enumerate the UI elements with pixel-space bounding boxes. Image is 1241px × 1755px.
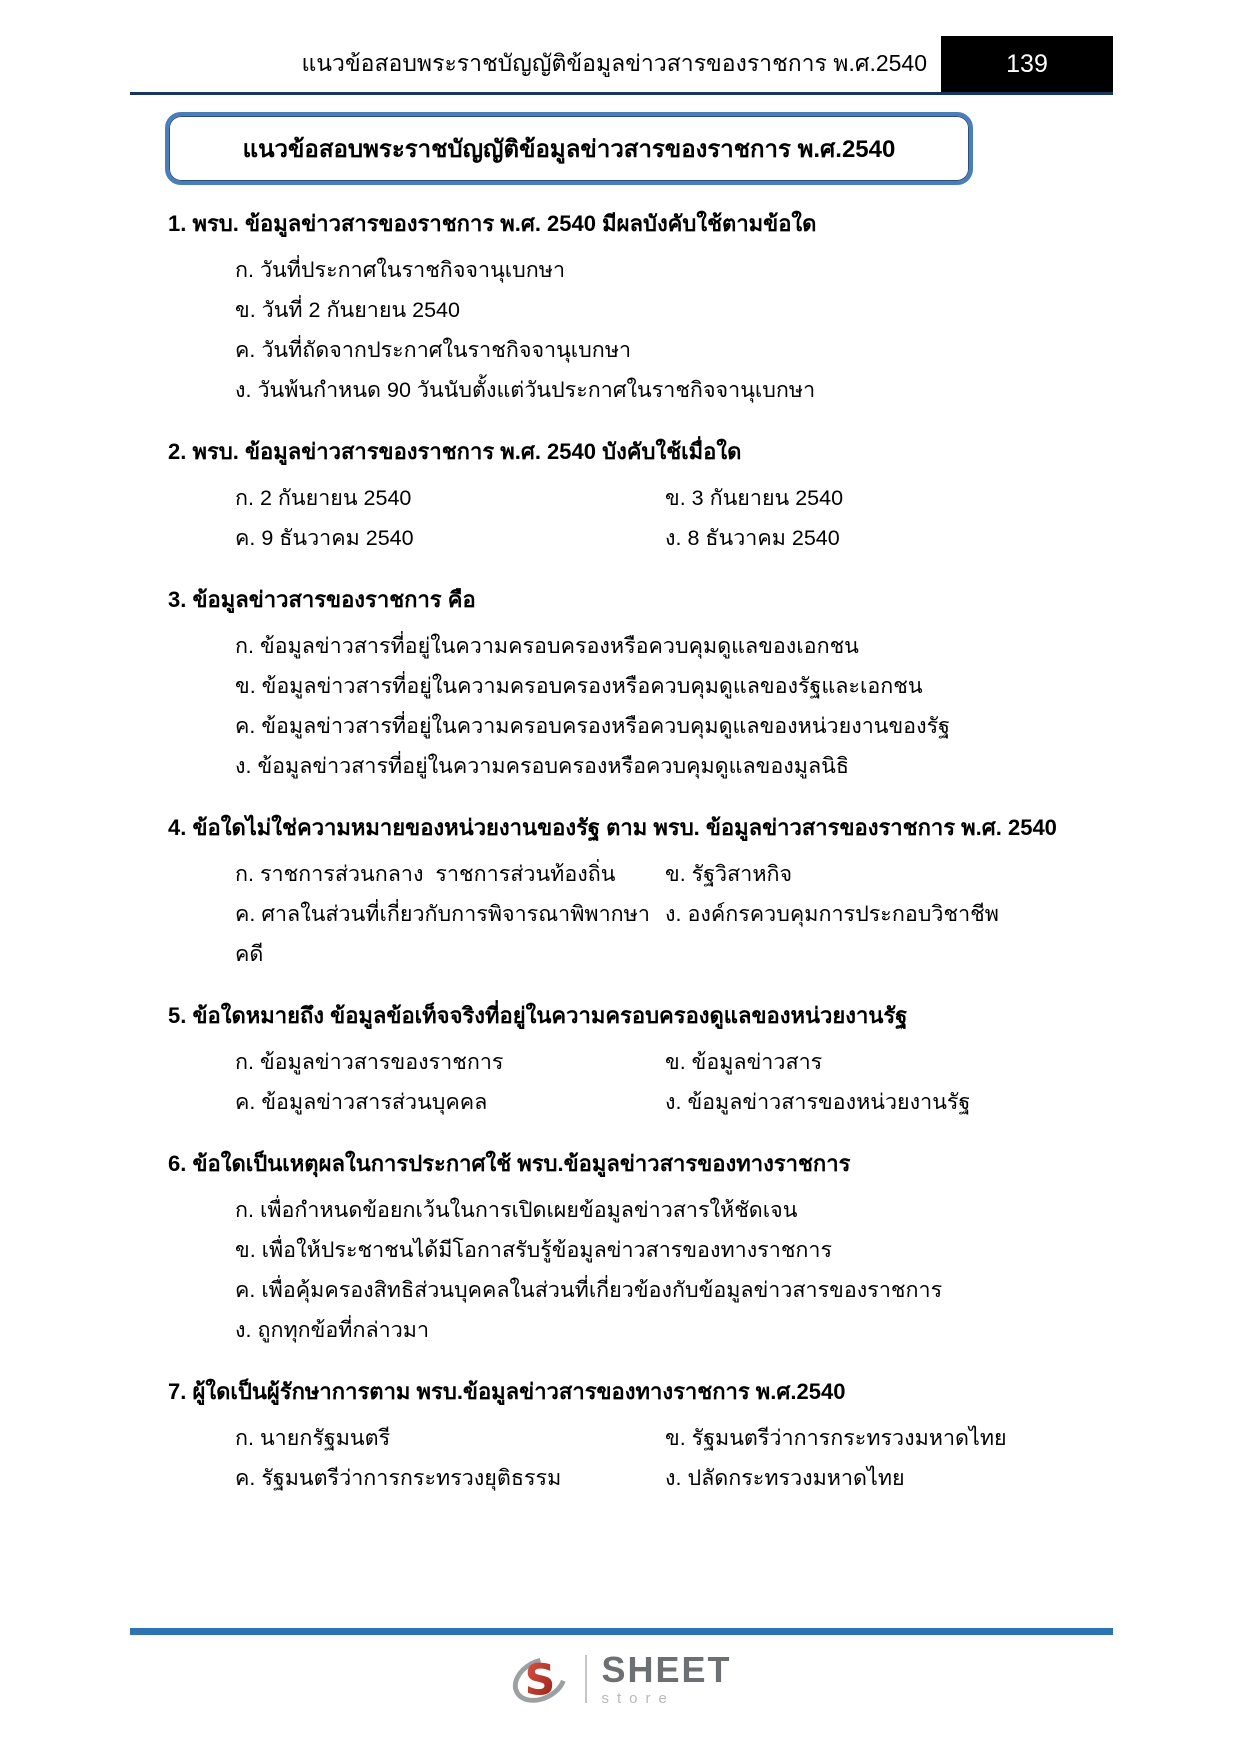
question-6: [168, 1148, 1131, 1350]
question-4-choice-4: ง. องค์กรควบคุมการประกอบวิชาชีพ: [665, 902, 999, 926]
sheet-store-logo-icon: [509, 1648, 571, 1710]
question-4: [168, 812, 1131, 974]
question-5-choice-2: ข. ข้อมูลข่าวสาร: [665, 1050, 823, 1074]
question-5-choice-4: ง. ข้อมูลข่าวสารของหน่วยงานรัฐ: [665, 1090, 971, 1114]
question-4-choice-3: ค. ศาลในส่วนที่เกี่ยวกับการพิจารณาพิพากษาคดี: [235, 902, 650, 966]
question-4-choice-1: ก. ราชการส่วนกลาง ราชการส่วนท้องถิ่น: [235, 862, 616, 886]
question-2-choice-3: ค. 9 ธันวาคม 2540: [235, 526, 414, 550]
logo-text-group: [601, 1649, 732, 1707]
questions: [168, 182, 1131, 1498]
logo-subtext: store: [601, 1690, 675, 1707]
logo-text: SHEET: [601, 1649, 732, 1690]
question-1-choices: [235, 250, 1131, 410]
question-3-choice-4: ง. ข้อมูลข่าวสารที่อยู่ในความครอบครองหรือควบคุมดูแลของมูลนิธิ: [235, 754, 849, 778]
question-7: [168, 1376, 1131, 1498]
page-header: [130, 38, 1113, 95]
question-6-choices: [235, 1190, 1131, 1350]
question-7-choice-2: ข. รัฐมนตรีว่าการกระทรวงมหาดไทย: [665, 1426, 1007, 1450]
question-1-choice-2: ข. วันที่ 2 กันยายน 2540: [235, 298, 460, 322]
question-6-choice-2: ข. เพื่อให้ประชาชนได้มีโอกาสรับรู้ข้อมูลข่าวสารของทางราชการ: [235, 1238, 833, 1262]
footer-rule: [130, 1628, 1113, 1635]
question-7-choice-3: ค. รัฐมนตรีว่าการกระทรวงยุติธรรม: [235, 1466, 562, 1490]
question-5-choices: [235, 1042, 1131, 1122]
question-7-choice-4: ง. ปลัดกระทรวงมหาดไทย: [665, 1466, 905, 1490]
question-2-choice-2: ข. 3 กันยายน 2540: [665, 486, 844, 510]
header-title: แนวข้อสอบพระราชบัญญัติข้อมูลข่าวสารของราชการ พ.ศ.2540: [301, 50, 927, 76]
question-1-text: 1. พรบ. ข้อมูลข่าวสารของราชการ พ.ศ. 2540 มีผลบังคับใช้ตามข้อใด: [168, 211, 817, 236]
question-7-choice-1: ก. นายกรัฐมนตรี: [235, 1426, 391, 1450]
question-4-choice-2: ข. รัฐวิสาหกิจ: [665, 862, 793, 886]
question-2-choices: [235, 478, 1131, 558]
question-3: [168, 584, 1131, 786]
title-box-text: แนวข้อสอบพระราชบัญญัติข้อมูลข่าวสารของราชการ พ.ศ.2540: [242, 136, 896, 163]
question-7-choices: [235, 1418, 1131, 1498]
question-6-choice-3: ค. เพื่อคุ้มครองสิทธิส่วนบุคคลในส่วนที่เกี่ยวข้องกับข้อมูลข่าวสารของราชการ: [235, 1278, 943, 1302]
logo-divider: [585, 1655, 587, 1703]
question-2-choice-1: ก. 2 กันยายน 2540: [235, 486, 412, 510]
question-6-choice-1: ก. เพื่อกำหนดข้อยกเว้นในการเปิดเผยข้อมูลข่าวสารให้ชัดเจน: [235, 1198, 798, 1222]
question-3-choices: [235, 626, 1131, 786]
question-1: [168, 208, 1131, 410]
question-4-text: 4. ข้อใดไม่ใช่ความหมายของหน่วยงานของรัฐ ตาม พรบ. ข้อมูลข่าวสารของราชการ พ.ศ. 2540: [168, 815, 1057, 840]
question-6-choice-4: ง. ถูกทุกข้อที่กล่าวมา: [235, 1318, 430, 1342]
question-1-choice-4: ง. วันพ้นกำหนด 90 วันนับตั้งแต่วันประกาศในราชกิจจานุเบกษา: [235, 378, 816, 402]
question-4-choices: [235, 854, 1131, 974]
question-5-choice-1: ก. ข้อมูลข่าวสารของราชการ: [235, 1050, 504, 1074]
question-5: [168, 1000, 1131, 1122]
question-6-text: 6. ข้อใดเป็นเหตุผลในการประกาศใช้ พรบ.ข้อมูลข่าวสารของทางราชการ: [168, 1151, 851, 1176]
question-1-choice-1: ก. วันที่ประกาศในราชกิจจานุเบกษา: [235, 258, 566, 282]
question-3-choice-1: ก. ข้อมูลข่าวสารที่อยู่ในความครอบครองหรือควบคุมดูแลของเอกชน: [235, 634, 859, 658]
question-5-text: 5. ข้อใดหมายถึง ข้อมูลข้อเท็จจริงที่อยู่ในความครอบครองดูแลของหน่วยงานรัฐ: [168, 1003, 908, 1028]
question-2: [168, 436, 1131, 558]
footer-logo: [0, 1648, 1241, 1710]
question-2-text: 2. พรบ. ข้อมูลข่าวสารของราชการ พ.ศ. 2540 บังคับใช้เมื่อใด: [168, 439, 742, 464]
question-5-choice-3: ค. ข้อมูลข่าวสารส่วนบุคคล: [235, 1090, 488, 1114]
question-7-text: 7. ผู้ใดเป็นผู้รักษาการตาม พรบ.ข้อมูลข่าวสารของทางราชการ พ.ศ.2540: [168, 1379, 846, 1404]
question-3-choice-2: ข. ข้อมูลข่าวสารที่อยู่ในความครอบครองหรือควบคุมดูแลของรัฐและเอกชน: [235, 674, 923, 698]
question-2-choice-4: ง. 8 ธันวาคม 2540: [665, 526, 840, 550]
question-1-choice-3: ค. วันที่ถัดจากประกาศในราชกิจจานุเบกษา: [235, 338, 632, 362]
question-3-choice-3: ค. ข้อมูลข่าวสารที่อยู่ในความครอบครองหรือควบคุมดูแลของหน่วยงานของรัฐ: [235, 714, 951, 738]
title-box: [165, 112, 973, 185]
question-3-text: 3. ข้อมูลข่าวสารของราชการ คือ: [168, 587, 476, 612]
page-number-badge: 139: [941, 36, 1113, 92]
svg-text:S: S: [525, 1655, 556, 1706]
